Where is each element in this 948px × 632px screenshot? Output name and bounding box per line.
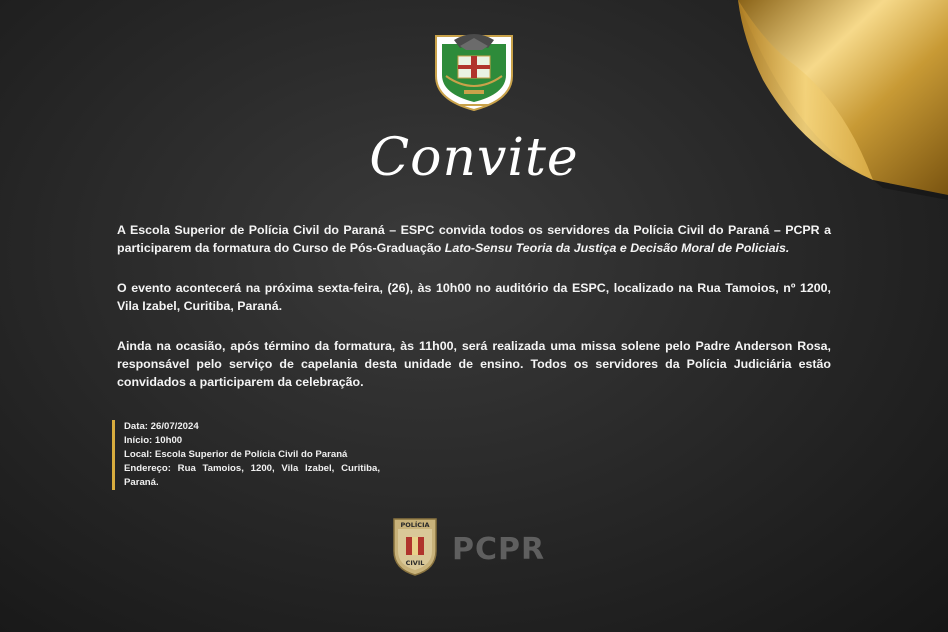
course-name: Lato-Sensu Teoria da Justiça e Decisão Moral de Policiais.	[444, 241, 790, 255]
badge-bottom-text: CIVIL	[405, 559, 425, 567]
pcpr-logo-text: PCPR	[452, 532, 546, 567]
event-start: Início: 10h00	[124, 435, 183, 446]
event-address: Endereço: Rua Tamoios, 1200, Vila Izabel, Curitiba, Paraná.	[124, 463, 380, 488]
police-badge-icon	[390, 515, 440, 577]
badge-top-text: POLÍCIA	[400, 521, 430, 529]
event-details	[112, 420, 380, 490]
invitation-body	[117, 221, 831, 413]
paragraph-2: O evento acontecerá na próxima sexta-feira, (26), às 10h00 no auditório da ESPC, localizado na Rua Tamoios, nº 1200, Vila Izabel, Curitiba, Paraná.	[117, 281, 831, 313]
paragraph-1-text: A Escola Superior de Polícia Civil do Paraná – ESPC convida todos os servidores da Polícia Civil do Paraná – PCPR a participarem da formatura do Curso de Pós-Graduação	[117, 223, 831, 255]
event-location: Local: Escola Superior de Polícia Civil do Paraná	[124, 449, 348, 460]
paragraph-1	[117, 221, 831, 257]
event-date: Data: 26/07/2024	[124, 421, 199, 432]
invitation-title: Convite	[369, 128, 579, 188]
espc-crest-icon	[430, 30, 518, 112]
paragraph-3: Ainda na ocasião, após término da formatura, às 11h00, será realizada uma missa solene pelo Padre Anderson Rosa, responsável pelo serviço de capelania desta unidade de ensino. Todos os servidores da Polícia Judiciária estão convidados a participarem da celebração.	[117, 339, 831, 389]
